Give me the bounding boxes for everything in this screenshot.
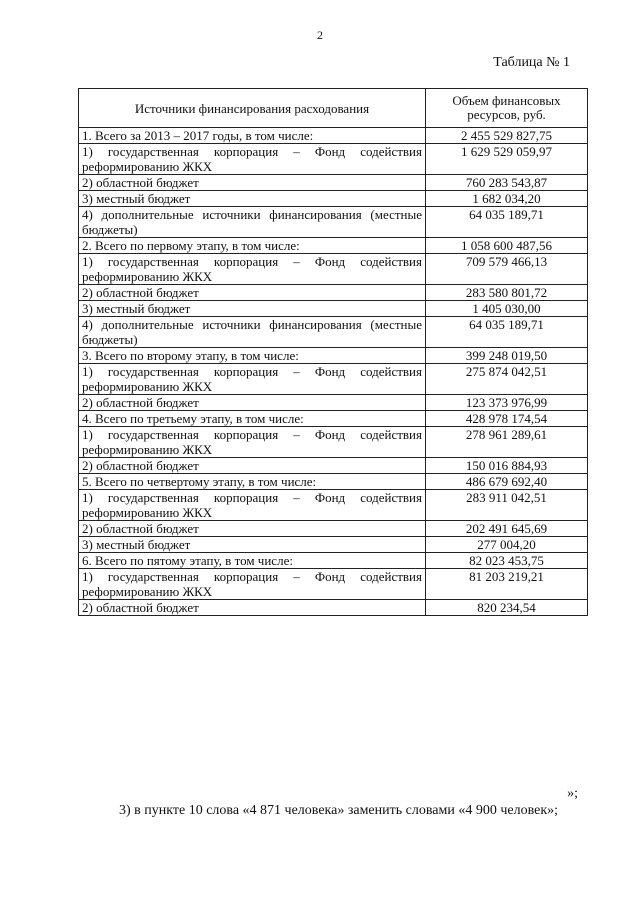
row-source: 1) государственная корпорация – Фонд содействия реформированию ЖКХ [79,254,426,285]
table-row [79,458,588,474]
row-source: 1) государственная корпорация – Фонд содействия реформированию ЖКХ [79,144,426,175]
table-row [79,348,588,364]
table-row [79,238,588,254]
row-amount: 64 035 189,71 [426,207,588,238]
table-row [79,553,588,569]
row-source: 2) областной бюджет [79,395,426,411]
row-amount: 64 035 189,71 [426,317,588,348]
row-source: 4. Всего по третьему этапу, в том числе: [79,411,426,427]
row-amount: 1 058 600 487,56 [426,238,588,254]
row-source: 5. Всего по четвертому этапу, в том числе: [79,474,426,490]
row-amount: 1 682 034,20 [426,191,588,207]
table-row [79,144,588,175]
table-row [79,254,588,285]
row-amount: 202 491 645,69 [426,521,588,537]
header-amount: Объем финансовых ресурсов, руб. [426,89,588,128]
table-row [79,474,588,490]
row-amount: 820 234,54 [426,600,588,616]
amendment-paragraph: 3) в пункте 10 слова «4 871 человека» заменить словами «4 900 человек»; [119,803,559,818]
row-amount: 760 283 543,87 [426,175,588,191]
table-header-row [79,89,588,128]
table-label: Таблица № 1 [493,55,570,70]
table-row [79,364,588,395]
table-row [79,427,588,458]
row-amount: 150 016 884,93 [426,458,588,474]
table-row [79,490,588,521]
row-source: 2) областной бюджет [79,175,426,191]
table-row [79,521,588,537]
table-row [79,569,588,600]
row-source: 4) дополнительные источники финансирования (местные бюджеты) [79,317,426,348]
row-amount: 277 004,20 [426,537,588,553]
table-row [79,411,588,427]
row-amount: 278 961 289,61 [426,427,588,458]
row-source: 1) государственная корпорация – Фонд содействия реформированию ЖКХ [79,569,426,600]
table-row [79,317,588,348]
row-amount: 275 874 042,51 [426,364,588,395]
row-amount: 123 373 976,99 [426,395,588,411]
closing-quote: »; [567,786,578,801]
row-source: 2) областной бюджет [79,285,426,301]
row-source: 4) дополнительные источники финансирования (местные бюджеты) [79,207,426,238]
table-row [79,285,588,301]
row-source: 2) областной бюджет [79,600,426,616]
row-source: 3) местный бюджет [79,301,426,317]
row-source: 1) государственная корпорация – Фонд содействия реформированию ЖКХ [79,364,426,395]
row-amount: 283 911 042,51 [426,490,588,521]
row-amount: 1 405 030,00 [426,301,588,317]
row-amount: 81 203 219,21 [426,569,588,600]
row-source: 3. Всего по второму этапу, в том числе: [79,348,426,364]
table-row [79,537,588,553]
row-source: 2) областной бюджет [79,458,426,474]
table-row [79,395,588,411]
row-amount: 709 579 466,13 [426,254,588,285]
table-body [79,128,588,616]
table-row [79,207,588,238]
row-source: 1) государственная корпорация – Фонд содействия реформированию ЖКХ [79,490,426,521]
table-row [79,191,588,207]
table-row [79,301,588,317]
table-row [79,175,588,191]
row-source: 6. Всего по пятому этапу, в том числе: [79,553,426,569]
row-amount: 399 248 019,50 [426,348,588,364]
row-source: 2. Всего по первому этапу, в том числе: [79,238,426,254]
row-amount: 486 679 692,40 [426,474,588,490]
row-amount: 428 978 174,54 [426,411,588,427]
row-source: 3) местный бюджет [79,191,426,207]
row-source: 2) областной бюджет [79,521,426,537]
financing-table [78,88,588,616]
row-source: 1) государственная корпорация – Фонд содействия реформированию ЖКХ [79,427,426,458]
table-row [79,128,588,144]
row-source: 3) местный бюджет [79,537,426,553]
header-sources: Источники финансирования расходования [79,89,426,128]
row-amount: 283 580 801,72 [426,285,588,301]
row-amount: 82 023 453,75 [426,553,588,569]
table-row [79,600,588,616]
page-number: 2 [317,28,323,42]
row-amount: 2 455 529 827,75 [426,128,588,144]
row-amount: 1 629 529 059,97 [426,144,588,175]
row-source: 1. Всего за 2013 – 2017 годы, в том числе: [79,128,426,144]
